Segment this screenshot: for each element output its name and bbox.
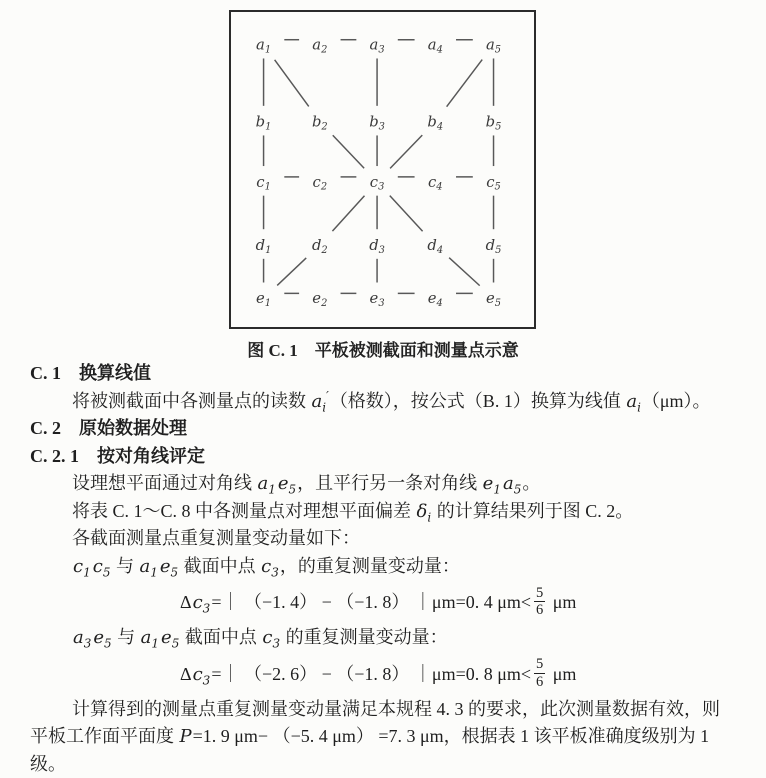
math-variable: P (179, 726, 193, 747)
section-dash (333, 135, 364, 168)
math-variable: $a_1$ (140, 627, 160, 648)
point-label-e4: $e_4$ (428, 290, 443, 309)
point-label-c5: $c_5$ (486, 174, 501, 193)
point-label-b1: $b_1$ (256, 114, 272, 133)
section-dash (447, 60, 483, 107)
point-label-e3: $e_3$ (370, 290, 385, 309)
section-dash (449, 258, 480, 286)
formula-delta-c3-first: $\Delta c_3=|$ （−1. 4） − （−1. 8） ｜μm=0. 4 μm< $\frac{5}{6}$ μm (30, 580, 736, 624)
point-label-b2: $b_2$ (312, 114, 328, 133)
para-a3e5-section: $a_3$ $e_5$ 与 $a_1$ $e_5$ 截面中点 $c_3$ 的重复测量变动量： (30, 624, 736, 652)
point-label-b4: $b_4$ (427, 114, 443, 133)
fraction: $\frac{5}{6}$ (534, 656, 545, 690)
point-label-c1: $c_1$ (256, 174, 271, 193)
point-label-d5: $d_5$ (486, 237, 502, 256)
math-variable: $c_3$ (192, 592, 212, 613)
math-variable: $c_3$ (260, 556, 280, 577)
point-label-e5: $e_5$ (486, 290, 501, 309)
point-label-c2: $c_2$ (313, 174, 328, 193)
measurement-grid-diagram (231, 12, 534, 327)
point-label-d2: $d_2$ (312, 237, 328, 256)
point-label-a5: $a_5$ (486, 37, 501, 56)
heading-c1: C. 1 换算线值 (30, 360, 736, 388)
para-convert-line-values: 将被测截面中各测量点的读数 $a_i'$（格数），按公式（B. 1）换算为线值 $a_i(\mu m)$。 (30, 388, 736, 416)
math-variable: $c_5$ (92, 556, 112, 577)
formula-delta-c3-second: $\Delta c_3=|$ （−2. 6） − （−1. 8） ｜μm=0. 8 μm< $\frac{5}{6}$ μm (30, 652, 736, 696)
math-variable: $a_1$ (138, 556, 158, 577)
point-label-d1: $d_1$ (256, 237, 272, 256)
para-tables-results: 将表 C. 1～C. 8 中各测量点对理想平面偏差 $\delta_i$ 的计算结果列于图 C. 2。 (30, 498, 736, 526)
section-dash (275, 60, 309, 107)
point-label-a3: $a_3$ (370, 37, 385, 56)
heading-c2: C. 2 原始数据处理 (30, 415, 736, 443)
math-variable: $\delta_i$ (416, 501, 433, 522)
section-dash (332, 196, 364, 231)
point-label-e2: $e_2$ (312, 290, 327, 309)
fraction: $\frac{5}{6}$ (534, 585, 545, 619)
math-variable: $a_3$ (72, 627, 92, 648)
point-label-b5: $b_5$ (486, 114, 502, 133)
math-variable: $a_i$ (625, 391, 642, 412)
math-variable: $c_3$ (192, 664, 212, 685)
math-variable: $e_5$ (277, 473, 297, 494)
para-ideal-plane: 设理想平面通过对角线 $a_1$ $e_5$，且平行另一条对角线 $e_1$ $a_5$。 (30, 470, 736, 498)
point-label-a4: $a_4$ (428, 37, 443, 56)
math-variable: $e_5$ (92, 627, 112, 648)
body-text (30, 360, 736, 778)
point-label-c4: $c_4$ (428, 174, 443, 193)
math-variable: $e_5$ (160, 627, 180, 648)
math-variable: $a_5$ (502, 473, 522, 494)
point-label-a2: $a_2$ (312, 37, 327, 56)
math-variable: $c_3$ (261, 627, 281, 648)
heading-c21: C. 2. 1 按对角线评定 (30, 443, 736, 471)
point-label-e1: $e_1$ (256, 290, 271, 309)
math-variable: $a_1$ (257, 473, 277, 494)
para-variation-intro: 各截面测量点重复测量变动量如下： (30, 525, 736, 553)
figure-c1-box (229, 10, 536, 329)
point-label-c3: $c_3$ (370, 174, 385, 193)
section-dash (277, 258, 306, 286)
math-variable: $c_1$ (72, 556, 92, 577)
point-label-b3: $b_3$ (369, 114, 385, 133)
figure-caption: 图 C. 1 平板被测截面和测量点示意 (180, 336, 586, 361)
math-variable: $e_5$ (159, 556, 179, 577)
point-label-a1: $a_1$ (256, 37, 271, 56)
section-dash (390, 135, 422, 168)
para-c1c5-section: $c_1$ $c_5$ 与 $a_1$ $e_5$ 截面中点 $c_3$，的重复测量变动量： (30, 553, 736, 581)
math-variable: $a_i'$ (311, 391, 330, 412)
para-conclusion: 计算得到的测量点重复测量变动量满足本规程 4. 3 的要求，此次测量数据有效，则平板工作面平面度 P=1. 9 μm− （−5. 4 μm） =7. 3 μm，根据表 1 该平板准确度级别为 1 级。 (30, 696, 736, 778)
math-variable: $e_1$ (482, 473, 502, 494)
point-label-d3: $d_3$ (369, 237, 385, 256)
point-label-d4: $d_4$ (427, 237, 443, 256)
section-dash (390, 196, 423, 232)
